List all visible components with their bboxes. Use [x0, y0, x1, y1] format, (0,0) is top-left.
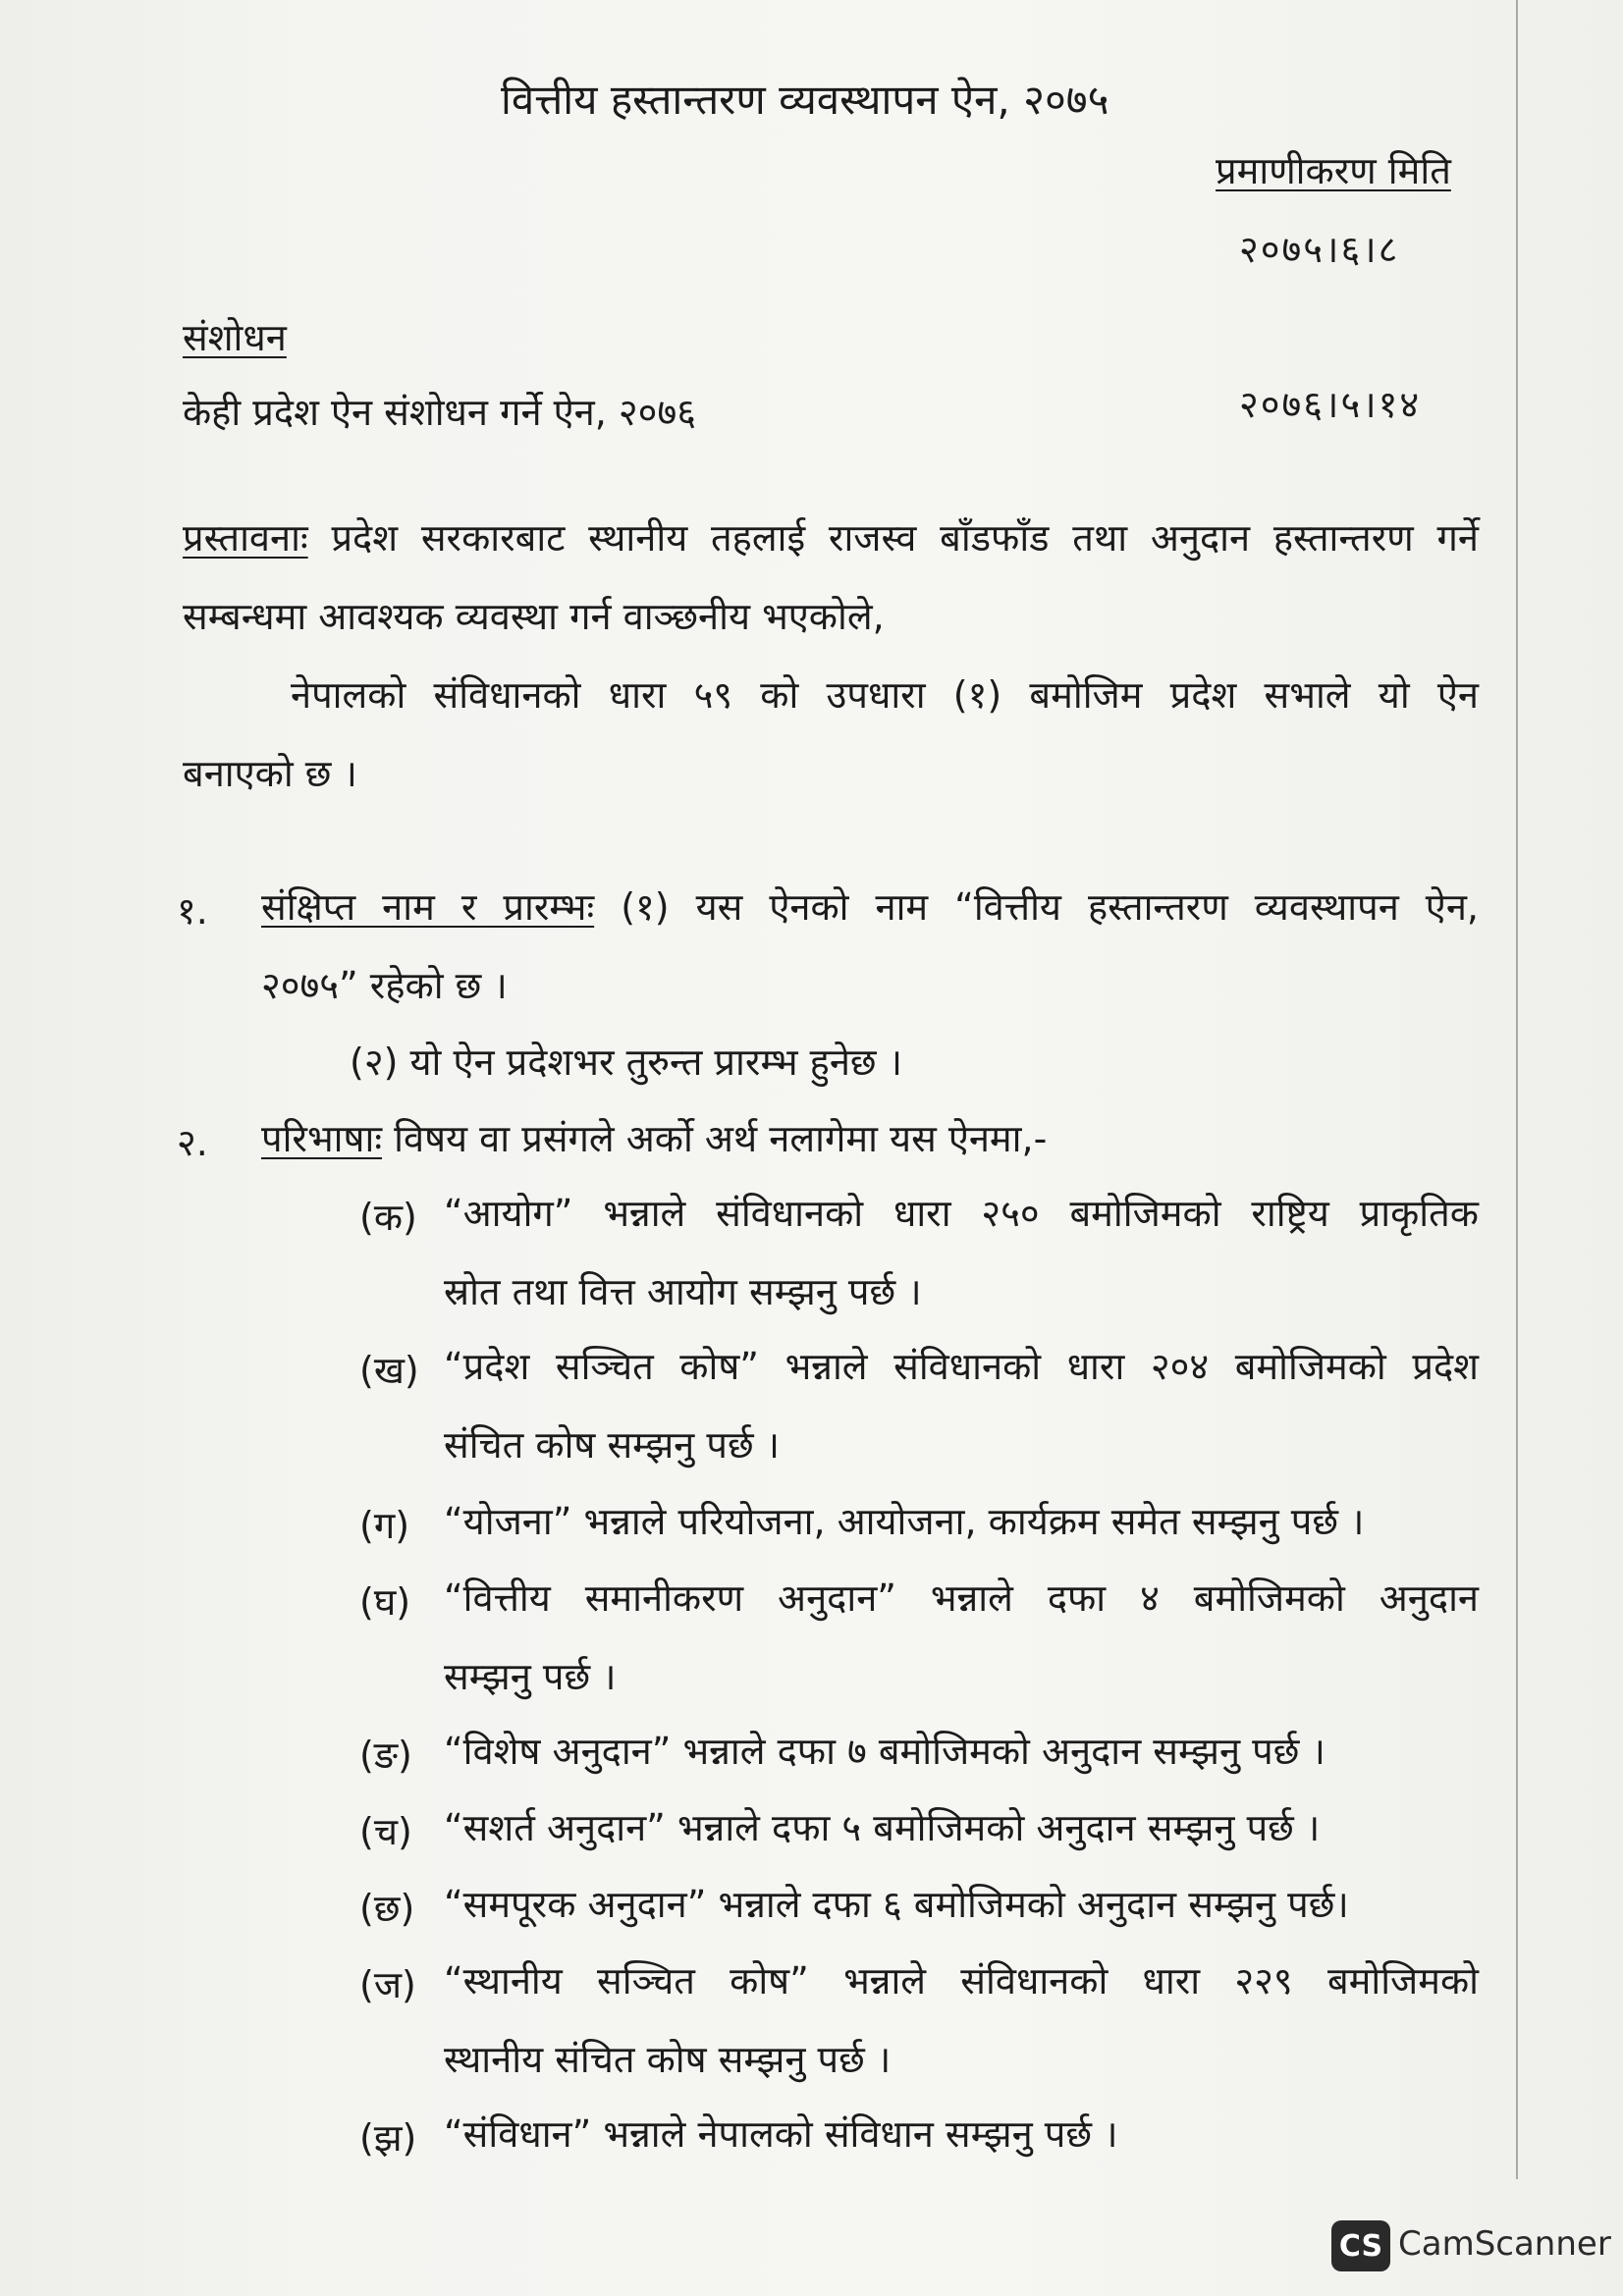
amendment-heading: संशोधन: [183, 316, 287, 359]
document-title: वित्तीय हस्तान्तरण व्यवस्थापन ऐन, २०७५: [501, 76, 1109, 124]
definition-line-2: सम्झनु पर्छ ।: [444, 1655, 617, 1698]
preamble-line-1: [183, 514, 1479, 561]
amendment-name: केही प्रदेश ऐन संशोधन गर्ने ऐन, २०७६: [183, 391, 696, 434]
definition-line-1: “आयोग” भन्नाले संविधानको धारा २५० बमोजिमको राष्ट्रिय प्राकृतिक: [444, 1192, 1479, 1235]
section-number: १.: [177, 889, 208, 933]
definition-label: (झ): [359, 2116, 417, 2160]
camscanner-label: CamScanner: [1398, 2224, 1611, 2264]
section-heading: संक्षिप्त नाम र प्रारम्भः: [261, 885, 595, 929]
definition-line-1: “प्रदेश सञ्चित कोष” भन्नाले संविधानको धारा २०४ बमोजिमको प्रदेश: [444, 1345, 1479, 1388]
definition-line-1: “योजना” भन्नाले परियोजना, आयोजना, कार्यक्रम समेत सम्झनु पर्छ ।: [444, 1500, 1365, 1543]
definition-line-1: “विशेष अनुदान” भन्नाले दफा ७ बमोजिमको अनुदान सम्झनु पर्छ ।: [444, 1730, 1325, 1773]
definition-line-1: “सशर्त अनुदान” भन्नाले दफा ५ बमोजिमको अनुदान सम्झनु पर्छ ।: [444, 1806, 1321, 1849]
definition-label: (ङ): [359, 1734, 412, 1777]
camscanner-logo-icon: CS: [1331, 2220, 1390, 2271]
section-1-line-3: (२) यो ऐन प्रदेशभर तुरुन्त प्रारम्भ हुनेछ ।: [350, 1041, 903, 1084]
section-2-line-1: [261, 1115, 1047, 1162]
definition-label: (क): [359, 1196, 417, 1239]
definition-label: (च): [359, 1810, 412, 1853]
section-heading: परिभाषाः: [261, 1117, 383, 1160]
definition-line-1: “वित्तीय समानीकरण अनुदान” भन्नाले दफा ४ बमोजिमको अनुदान: [444, 1576, 1479, 1620]
definition-line-1: “स्थानीय सञ्चित कोष” भन्नाले संविधानको धारा २२९ बमोजिमको: [444, 1959, 1479, 2002]
definition-label: (छ): [359, 1887, 415, 1930]
section-number: २.: [177, 1121, 208, 1164]
definition-label: (घ): [359, 1580, 411, 1624]
amendment-date: २०७६।५।१४: [1239, 383, 1422, 426]
definition-line-1: “समपूरक अनुदान” भन्नाले दफा ६ बमोजिमको अनुदान सम्झनु पर्छ।: [444, 1883, 1349, 1926]
definition-line-1: “संविधान” भन्नाले नेपालको संविधान सम्झनु पर्छ ।: [444, 2112, 1118, 2156]
definition-line-2: स्थानीय संचित कोष सम्झनु पर्छ ।: [444, 2038, 892, 2081]
section-text: विषय वा प्रसंगले अर्को अर्थ नलागेमा यस ऐनमा,-: [394, 1117, 1048, 1160]
preamble-label: प्रस्तावनाः: [183, 516, 308, 560]
definition-label: (ग): [359, 1504, 410, 1547]
definition-label: (ज): [359, 1963, 416, 2006]
authentication-date: २०७५।६।८: [1239, 228, 1400, 271]
section-text: (१) यस ऐनको नाम “वित्तीय हस्तान्तरण व्यवस्थापन ऐन,: [621, 885, 1479, 929]
section-1-line-1: [261, 883, 1479, 931]
definition-line-2: स्रोत तथा वित्त आयोग सम्झनु पर्छ ।: [444, 1270, 922, 1313]
preamble-line-2: सम्बन्धमा आवश्यक व्यवस्था गर्न वाञ्छनीय भएकोले,: [183, 595, 885, 638]
preamble-text-1: प्रदेश सरकारबाट स्थानीय तहलाई राजस्व बाँडफाँड तथा अनुदान हस्तान्तरण गर्ने: [331, 516, 1479, 560]
section-1-line-2: २०७५” रहेको छ ।: [261, 964, 508, 1007]
preamble-line-3: नेपालको संविधानको धारा ५९ को उपधारा (१) बमोजिम प्रदेश सभाले यो ऐन: [291, 673, 1479, 717]
preamble-line-4: बनाएको छ ।: [183, 752, 357, 795]
definition-label: (ख): [359, 1349, 419, 1392]
page-edge-line: [1516, 0, 1518, 2179]
definition-line-2: संचित कोष सम्झनु पर्छ ।: [444, 1423, 781, 1467]
authentication-label: प्रमाणीकरण मिति: [1216, 149, 1451, 192]
